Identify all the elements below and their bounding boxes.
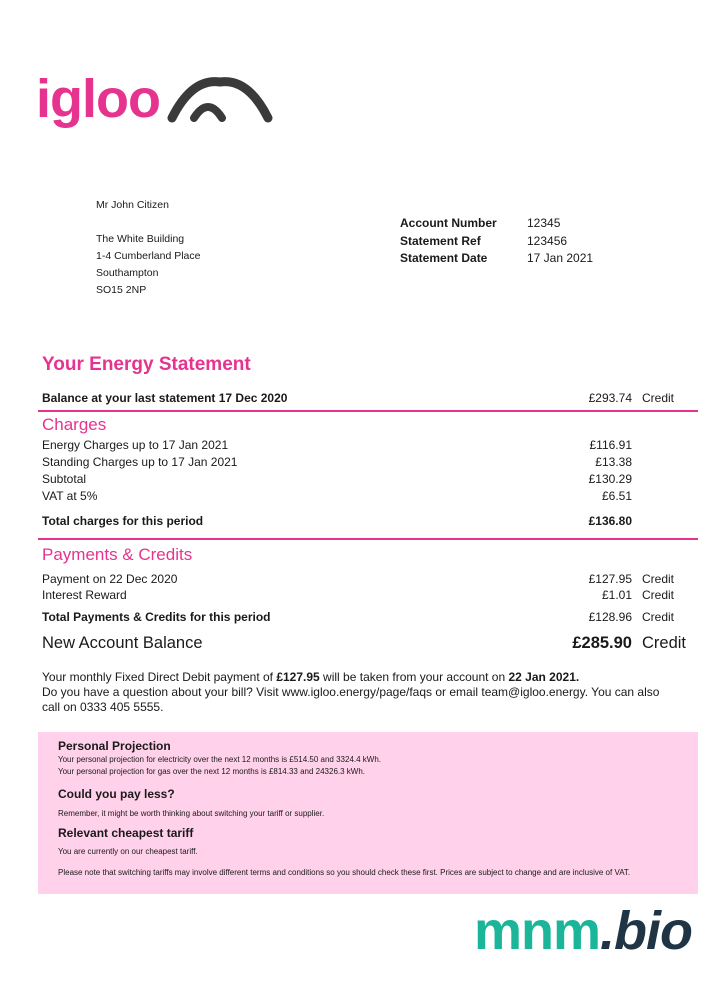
interest-amount: £1.01: [601, 588, 632, 602]
account-number-value: 12345: [527, 216, 561, 230]
payment-label: Payment on 22 Dec 2020: [42, 572, 178, 586]
tariff-text: You are currently on our cheapest tariff.: [58, 847, 198, 856]
total-charges-label: Total charges for this period: [42, 514, 204, 528]
payments-title: Payments & Credits: [42, 545, 193, 564]
brand-part-1: mnm: [474, 901, 601, 961]
interest-row: [42, 588, 698, 602]
customer-address: [96, 197, 200, 299]
payment-credit: Credit: [642, 572, 675, 586]
logo-wordmark: igloo: [36, 69, 160, 129]
energy-charges-amount: £116.91: [589, 438, 632, 452]
standing-charges-amount: £13.38: [595, 455, 632, 469]
dd-prefix: Your monthly Fixed Direct Debit payment of: [42, 670, 277, 684]
total-payments-row: [42, 610, 698, 624]
account-details: [400, 215, 593, 268]
interest-credit: Credit: [642, 588, 675, 602]
address-line-3: Southampton: [96, 267, 159, 279]
subtotal-amount: £130.29: [588, 472, 632, 486]
total-charges-row: [42, 514, 698, 528]
address-postcode: SO15 2NP: [96, 284, 147, 296]
vat-label: VAT at 5%: [42, 489, 98, 503]
payment-note: [42, 670, 662, 715]
logo-arcs-icon: [164, 74, 274, 126]
previous-balance-row: [42, 391, 698, 405]
igloo-logo: [36, 68, 236, 130]
customer-name: Mr John Citizen: [96, 199, 169, 211]
total-payments-label: Total Payments & Credits for this period: [42, 610, 271, 624]
tariff-disclaimer: Please note that switching tariffs may involve different terms and conditions so you should check these first. Prices are subject to change and are inclusive of VAT.: [58, 868, 631, 877]
vat-row: [42, 489, 698, 503]
standing-charges-label: Standing Charges up to 17 Jan 2021: [42, 455, 238, 469]
previous-balance-amount: £293.74: [588, 391, 632, 405]
divider: [38, 538, 698, 540]
new-balance-label: New Account Balance: [42, 634, 203, 652]
statement-ref-label: Statement Ref: [400, 233, 481, 248]
brand-part-2: .bio: [600, 901, 692, 961]
total-payments-amount: £128.96: [588, 610, 632, 624]
charges-title: Charges: [42, 415, 107, 434]
address-line-2: 1-4 Cumberland Place: [96, 250, 201, 262]
mnm-bio-watermark: [474, 900, 692, 962]
new-balance-credit: Credit: [642, 634, 687, 652]
subtotal-row: [42, 472, 698, 486]
statement-ref-value: 123456: [527, 233, 568, 248]
projection-electricity: Your personal projection for electricity over the next 12 months is £514.50 and 3324.4 kWh.: [58, 755, 382, 764]
energy-charges-label: Energy Charges up to 17 Jan 2021: [42, 438, 229, 452]
total-charges-amount: £136.80: [588, 514, 632, 528]
new-balance-amount: £285.90: [572, 634, 632, 652]
standing-charges-row: [42, 455, 698, 469]
payment-amount: £127.95: [588, 572, 632, 586]
question-note: Do you have a question about your bill? Visit www.igloo.energy/page/faqs or email team@igloo.energy. You can also call on 0333 405 5555.: [42, 685, 660, 714]
dd-amount: £127.95: [276, 670, 320, 684]
new-balance-row: [42, 634, 698, 653]
pay-less-heading: Could you pay less?: [58, 787, 175, 801]
projection-heading: Personal Projection: [58, 739, 171, 753]
tariff-heading: Relevant cheapest tariff: [58, 826, 194, 840]
statement-date-label: Statement Date: [400, 251, 488, 265]
previous-balance-credit: Credit: [642, 391, 675, 405]
pay-less-text: Remember, it might be worth thinking about switching your tariff or supplier.: [58, 809, 325, 818]
divider: [38, 410, 698, 412]
total-payments-credit: Credit: [642, 610, 675, 624]
projection-panel: [38, 732, 698, 894]
direct-debit-note: [42, 670, 662, 685]
statement-date-row: [400, 250, 593, 268]
interest-label: Interest Reward: [42, 588, 127, 602]
statement-ref-row: [400, 233, 593, 251]
subtotal-label: Subtotal: [42, 472, 87, 486]
dd-date: 22 Jan 2021.: [508, 670, 580, 684]
statement-title: Your Energy Statement: [42, 354, 251, 375]
vat-amount: £6.51: [601, 489, 632, 503]
account-number-row: [400, 215, 593, 233]
account-number-label: Account Number: [400, 216, 497, 230]
statement-date-value: 17 Jan 2021: [527, 251, 594, 265]
payment-row: [42, 572, 698, 586]
projection-gas: Your personal projection for gas over the next 12 months is £814.33 and 24326.3 kWh.: [58, 767, 366, 776]
dd-middle: will be taken from your account on: [319, 670, 509, 684]
energy-charges-row: [42, 438, 698, 452]
previous-balance-label: Balance at your last statement 17 Dec 2020: [42, 391, 288, 405]
address-line-1: The White Building: [96, 233, 185, 245]
